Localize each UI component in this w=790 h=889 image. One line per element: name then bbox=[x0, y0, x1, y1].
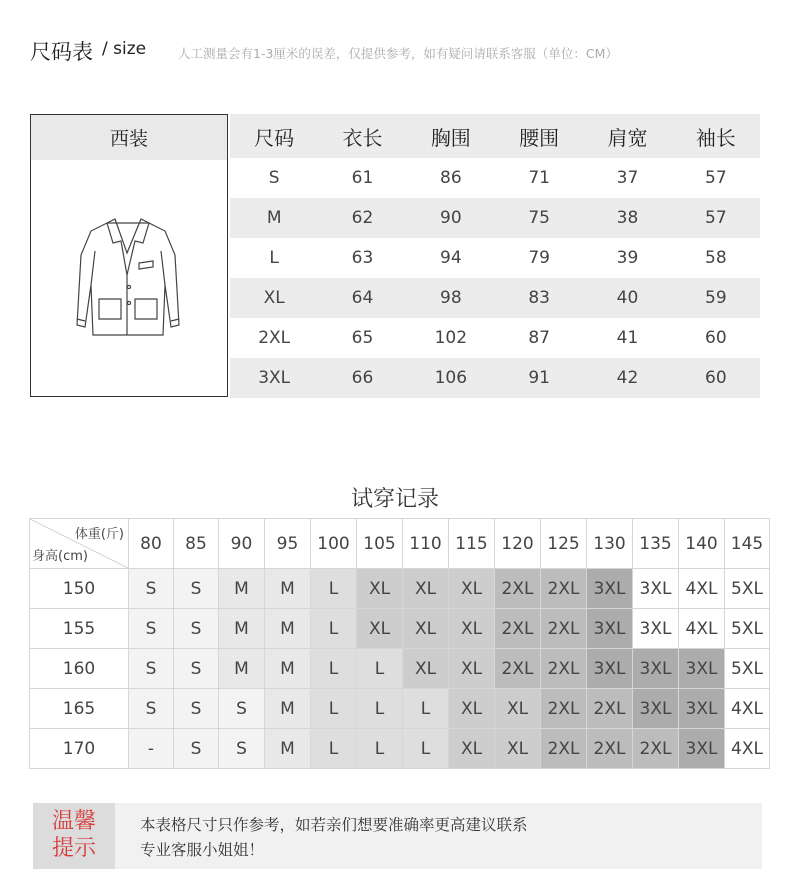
fitting-corner-cell bbox=[30, 519, 129, 569]
size-cell: 2XL bbox=[541, 649, 587, 689]
table-cell: 75 bbox=[495, 198, 583, 238]
size-cell: L bbox=[357, 729, 403, 769]
table-row bbox=[30, 689, 770, 729]
table-row bbox=[30, 569, 770, 609]
size-cell: L bbox=[311, 729, 357, 769]
col-sleeve-header: 袖长 bbox=[672, 114, 760, 158]
weight-header-cell: 130 bbox=[587, 519, 633, 569]
page-title: 尺码表 bbox=[30, 40, 93, 64]
size-cell: 3XL bbox=[587, 609, 633, 649]
size-cell: S bbox=[174, 729, 219, 769]
fitting-header-row bbox=[30, 519, 770, 569]
size-cell: 2XL bbox=[541, 729, 587, 769]
height-cell: 155 bbox=[30, 609, 129, 649]
size-cell: XL bbox=[449, 569, 495, 609]
size-cell: 2XL bbox=[495, 609, 541, 649]
table-cell: 79 bbox=[528, 248, 550, 268]
table-row bbox=[30, 729, 770, 769]
size-cell: 5XL bbox=[725, 649, 770, 689]
size-cell: S bbox=[129, 689, 174, 729]
size-cell: - bbox=[129, 729, 174, 769]
weight-header-cell: 120 bbox=[495, 519, 541, 569]
weight-header-cell: 85 bbox=[174, 519, 219, 569]
garment-label: 西装 bbox=[31, 115, 227, 160]
size-cell: 3XL bbox=[679, 729, 725, 769]
size-table-header bbox=[230, 114, 760, 158]
size-cell: L bbox=[311, 649, 357, 689]
height-cell: 160 bbox=[30, 649, 129, 689]
tip-text bbox=[140, 813, 528, 863]
size-cell: S bbox=[174, 609, 219, 649]
size-cell: L bbox=[311, 609, 357, 649]
size-cell: L bbox=[357, 649, 403, 689]
size-cell: XL bbox=[449, 729, 495, 769]
size-cell: L bbox=[403, 729, 449, 769]
weight-header-cell: 110 bbox=[403, 519, 449, 569]
size-cell: 3XL bbox=[587, 569, 633, 609]
size-cell: 3XL bbox=[633, 649, 679, 689]
tip-badge bbox=[33, 803, 115, 869]
size-cell: XL bbox=[495, 689, 541, 729]
table-cell: 94 bbox=[440, 248, 462, 268]
table-cell: 60 bbox=[672, 358, 760, 398]
table-row bbox=[230, 238, 760, 278]
weight-header-cell: 135 bbox=[633, 519, 679, 569]
size-cell: XL bbox=[357, 609, 403, 649]
weight-header-cell: 115 bbox=[449, 519, 495, 569]
size-cell: L bbox=[311, 569, 357, 609]
height-axis-label: 身高(cm) bbox=[32, 549, 88, 564]
size-cell: 4XL bbox=[679, 609, 725, 649]
size-table bbox=[230, 114, 760, 398]
size-cell: S bbox=[174, 649, 219, 689]
size-cell: XL bbox=[495, 729, 541, 769]
size-cell: L bbox=[311, 689, 357, 729]
table-cell: 102 bbox=[434, 328, 468, 348]
table-row bbox=[230, 158, 760, 198]
table-cell: 64 bbox=[318, 278, 406, 318]
size-cell: M bbox=[219, 609, 265, 649]
table-cell: 42 bbox=[583, 358, 671, 398]
table-cell: 57 bbox=[705, 168, 727, 188]
size-cell: 2XL bbox=[541, 609, 587, 649]
size-cell: S bbox=[219, 729, 265, 769]
table-cell: 87 bbox=[528, 328, 550, 348]
size-cell: M bbox=[265, 569, 311, 609]
height-cell: 170 bbox=[30, 729, 129, 769]
table-cell: 86 bbox=[440, 168, 462, 188]
size-cell: S bbox=[129, 569, 174, 609]
col-chest-header: 胸围 bbox=[407, 114, 495, 158]
table-row bbox=[230, 318, 760, 358]
weight-header-cell: 125 bbox=[541, 519, 587, 569]
size-cell: 4XL bbox=[725, 689, 770, 729]
size-cell: 5XL bbox=[725, 569, 770, 609]
size-cell: 3XL bbox=[633, 569, 679, 609]
table-cell: 61 bbox=[351, 168, 374, 188]
page-title-en: / size bbox=[102, 39, 147, 59]
col-length-header: 衣长 bbox=[318, 114, 406, 158]
table-cell: 59 bbox=[672, 278, 760, 318]
table-cell: 63 bbox=[351, 248, 374, 268]
size-cell: M bbox=[265, 609, 311, 649]
size-cell: 3XL bbox=[679, 689, 725, 729]
size-cell: S bbox=[174, 689, 219, 729]
table-cell: S bbox=[268, 168, 280, 188]
table-cell: 37 bbox=[616, 168, 639, 188]
size-cell: M bbox=[265, 729, 311, 769]
table-cell: 57 bbox=[672, 198, 760, 238]
table-cell: 65 bbox=[351, 328, 374, 348]
size-cell: L bbox=[357, 689, 403, 729]
size-cell: S bbox=[219, 689, 265, 729]
weight-header-cell: 100 bbox=[311, 519, 357, 569]
table-cell: 91 bbox=[495, 358, 583, 398]
size-cell: M bbox=[265, 689, 311, 729]
table-cell: 40 bbox=[583, 278, 671, 318]
table-cell: 106 bbox=[407, 358, 495, 398]
size-cell: XL bbox=[403, 609, 449, 649]
size-cell: M bbox=[265, 649, 311, 689]
size-cell: 3XL bbox=[633, 609, 679, 649]
garment-panel bbox=[30, 114, 228, 397]
table-cell: 66 bbox=[318, 358, 406, 398]
size-cell: 3XL bbox=[587, 649, 633, 689]
col-shoulder-header: 肩宽 bbox=[583, 114, 671, 158]
tip-banner bbox=[33, 803, 762, 869]
table-row bbox=[230, 198, 760, 238]
table-cell: M bbox=[230, 198, 318, 238]
table-cell: 83 bbox=[495, 278, 583, 318]
table-cell: 41 bbox=[616, 328, 639, 348]
size-cell: L bbox=[403, 689, 449, 729]
table-cell: 38 bbox=[583, 198, 671, 238]
col-waist-header: 腰围 bbox=[495, 114, 583, 158]
size-cell: 3XL bbox=[679, 649, 725, 689]
table-cell: XL bbox=[230, 278, 318, 318]
size-cell: 2XL bbox=[541, 689, 587, 729]
weight-header-cell: 90 bbox=[219, 519, 265, 569]
size-cell: S bbox=[129, 649, 174, 689]
measurement-note: 人工测量会有1-3厘米的误差，仅提供参考，如有疑问请联系客服（单位：CM） bbox=[178, 46, 618, 61]
size-cell: 5XL bbox=[725, 609, 770, 649]
tip-line1: 本表格尺寸只作参考，如若亲们想要准确率更高建议联系 bbox=[140, 816, 528, 834]
size-cell: 2XL bbox=[587, 689, 633, 729]
fitting-table bbox=[29, 518, 770, 769]
weight-header-cell: 80 bbox=[129, 519, 174, 569]
table-cell: 39 bbox=[616, 248, 639, 268]
table-cell: L bbox=[269, 248, 279, 268]
size-cell: 2XL bbox=[495, 649, 541, 689]
weight-header-cell: 95 bbox=[265, 519, 311, 569]
size-cell: M bbox=[219, 649, 265, 689]
table-cell: 62 bbox=[318, 198, 406, 238]
table-row bbox=[230, 358, 760, 398]
blazer-illustration bbox=[69, 215, 187, 343]
table-cell: 2XL bbox=[258, 328, 291, 348]
size-cell: 2XL bbox=[495, 569, 541, 609]
size-cell: 2XL bbox=[587, 729, 633, 769]
weight-header-cell: 145 bbox=[725, 519, 770, 569]
size-cell: S bbox=[129, 609, 174, 649]
size-cell: XL bbox=[449, 689, 495, 729]
size-cell: 3XL bbox=[633, 689, 679, 729]
table-row bbox=[30, 609, 770, 649]
size-cell: 4XL bbox=[679, 569, 725, 609]
table-row bbox=[230, 278, 760, 318]
fitting-title: 试穿记录 bbox=[350, 487, 439, 512]
table-cell: 3XL bbox=[230, 358, 318, 398]
weight-header-cell: 105 bbox=[357, 519, 403, 569]
col-size-header: 尺码 bbox=[230, 114, 318, 158]
size-cell: 2XL bbox=[541, 569, 587, 609]
size-cell: XL bbox=[403, 649, 449, 689]
table-row bbox=[30, 649, 770, 689]
table-cell: 60 bbox=[705, 328, 727, 348]
table-cell: 90 bbox=[407, 198, 495, 238]
size-cell: XL bbox=[403, 569, 449, 609]
height-cell: 165 bbox=[30, 689, 129, 729]
size-cell: XL bbox=[357, 569, 403, 609]
size-cell: 2XL bbox=[633, 729, 679, 769]
weight-axis-label: 体重(斤) bbox=[74, 527, 124, 542]
table-cell: 58 bbox=[705, 248, 727, 268]
table-cell: 98 bbox=[407, 278, 495, 318]
tip-line2: 专业客服小姐姐！ bbox=[140, 841, 265, 859]
size-cell: XL bbox=[449, 609, 495, 649]
table-cell: 71 bbox=[528, 168, 550, 188]
tip-badge-line2: 提示 bbox=[51, 836, 96, 861]
size-cell: 4XL bbox=[725, 729, 770, 769]
tip-badge-line1: 温馨 bbox=[51, 809, 96, 834]
size-cell: M bbox=[219, 569, 265, 609]
size-cell: XL bbox=[449, 649, 495, 689]
size-cell: S bbox=[174, 569, 219, 609]
weight-header-cell: 140 bbox=[679, 519, 725, 569]
height-cell: 150 bbox=[30, 569, 129, 609]
